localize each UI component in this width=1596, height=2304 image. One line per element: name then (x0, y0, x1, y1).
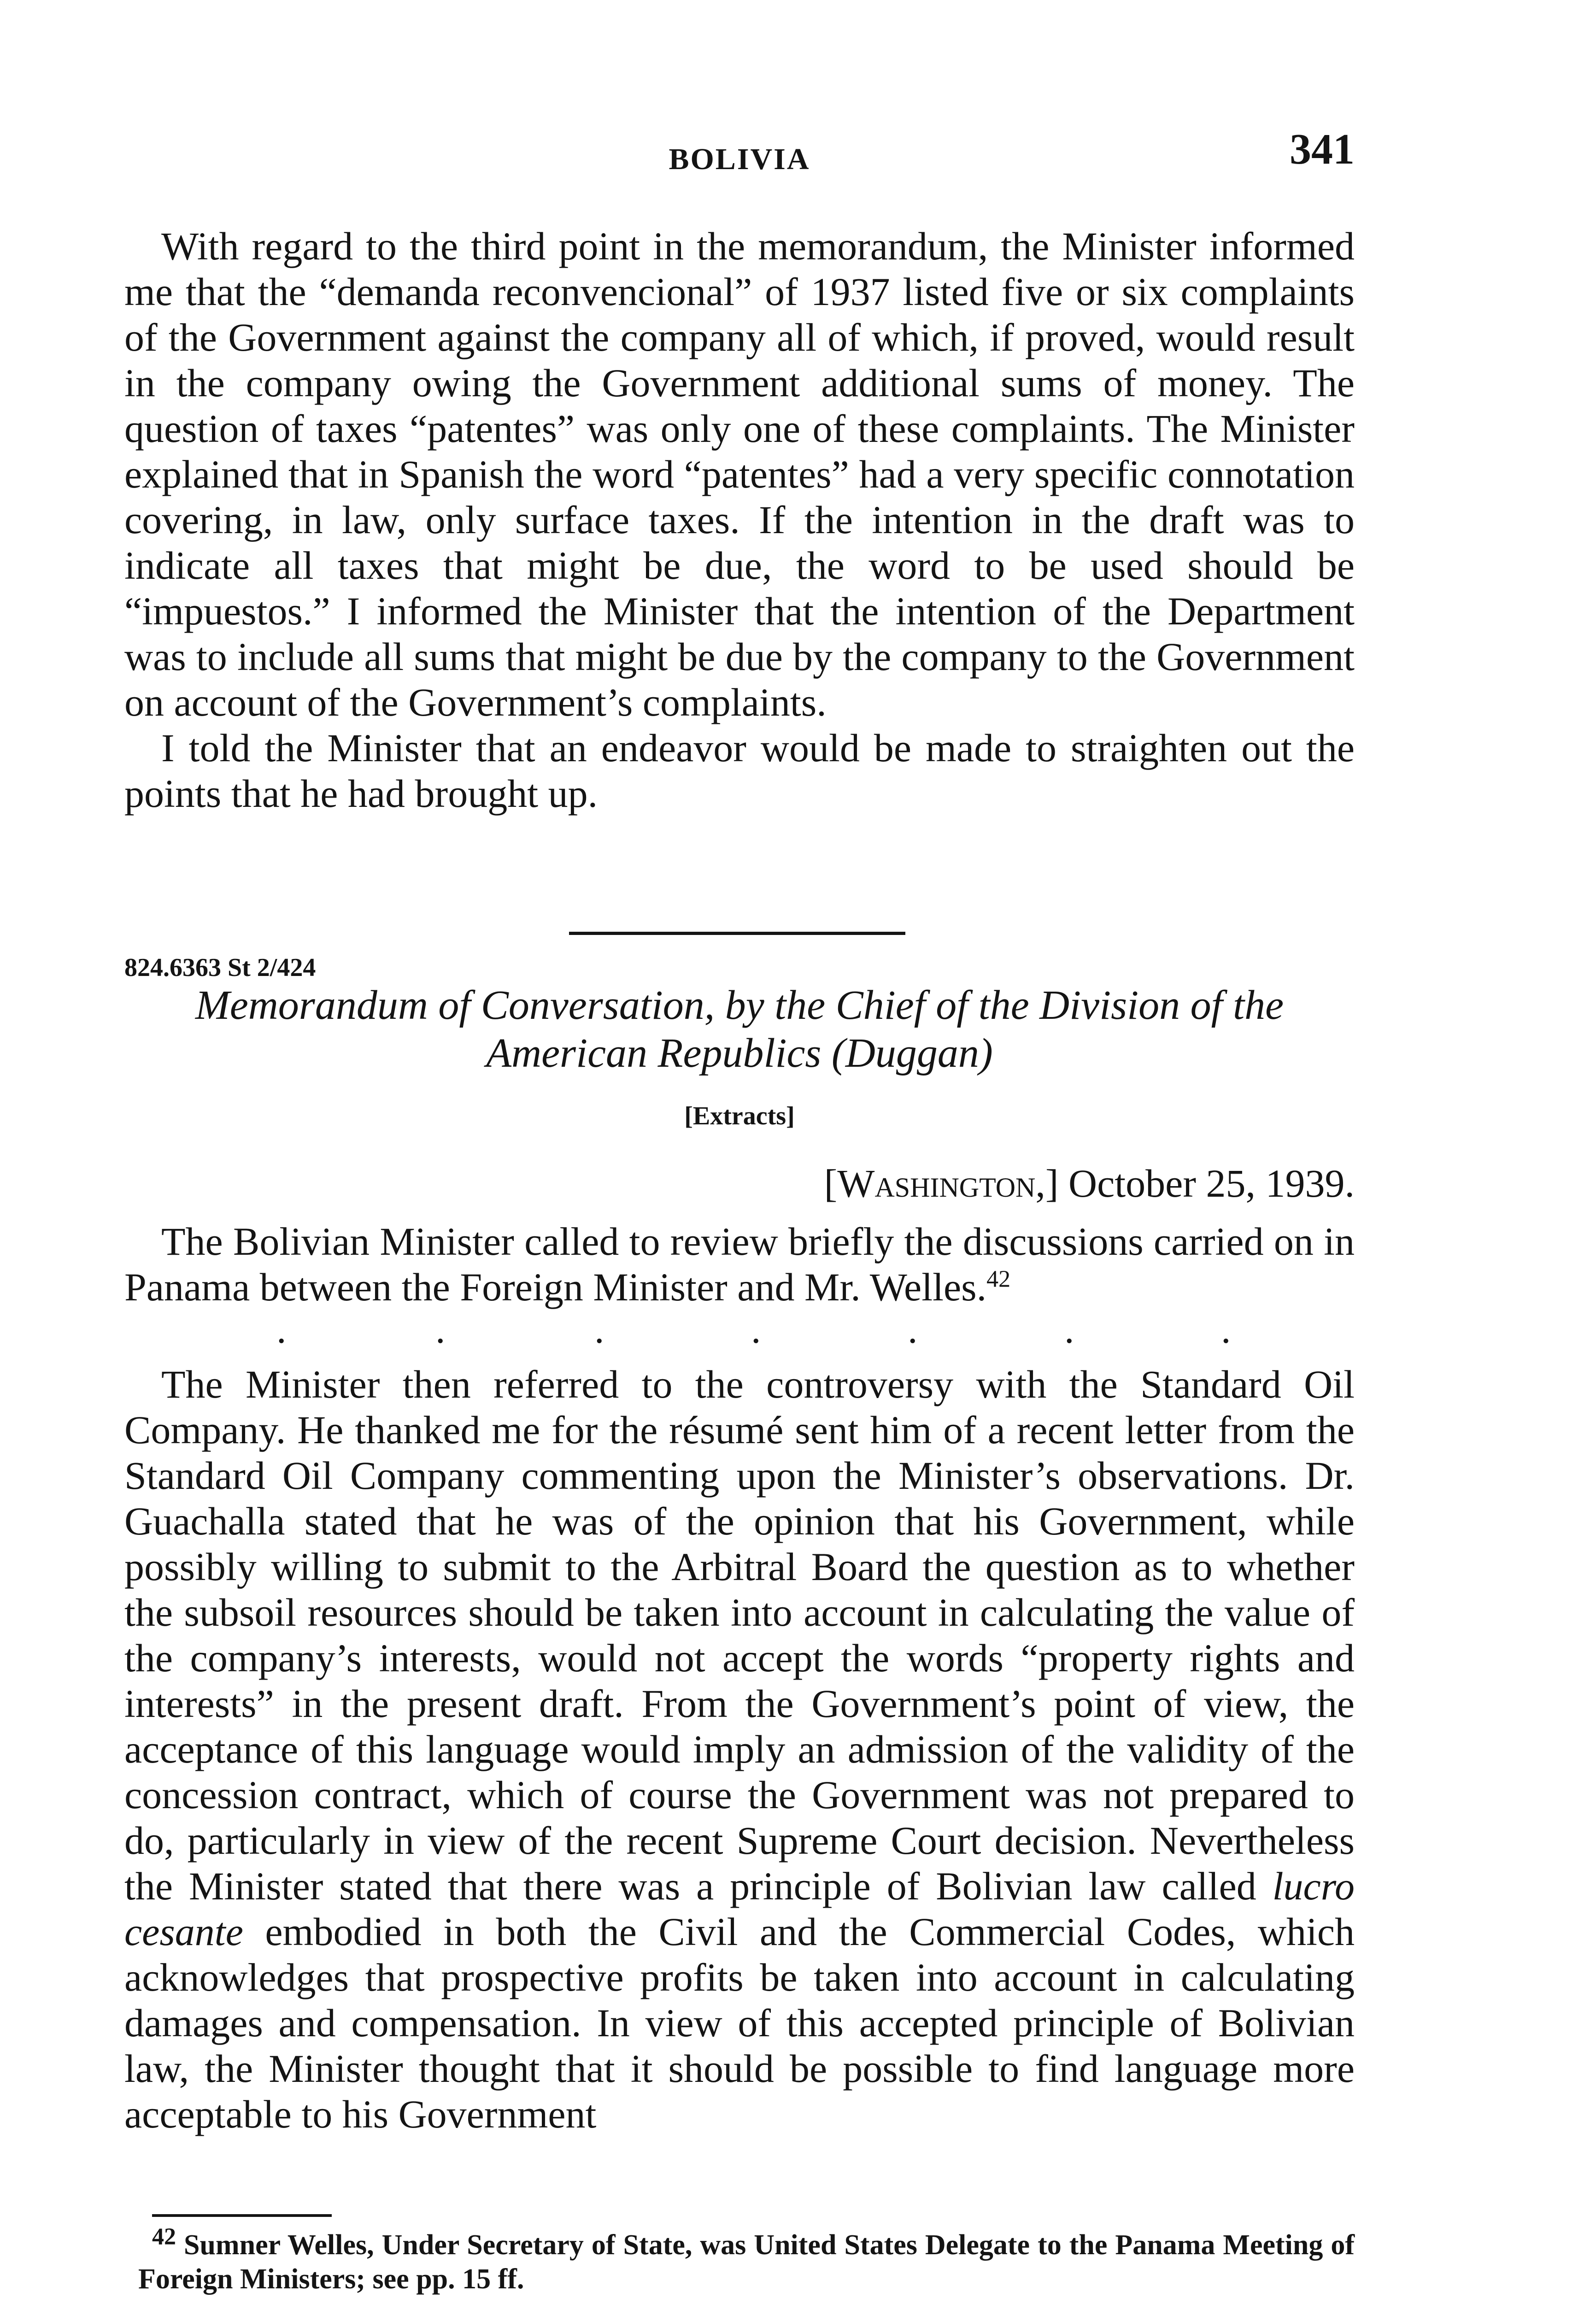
ellipsis-dot: . (594, 1307, 604, 1352)
title-line-1: Memorandum of Conversation, by the Chief of the Division of the (195, 982, 1284, 1028)
ellipsis-dot: . (908, 1307, 918, 1352)
paragraph-bolivian-minister-text: The Bolivian Minister called to review briefly the discussions carried on in Panama between the Foreign Minister and Mr. Welles. (124, 1219, 1355, 1309)
ellipsis-dot: . (276, 1307, 287, 1352)
extracts-label: [Extracts] (684, 1102, 795, 1130)
page-number: 341 (1290, 125, 1355, 173)
memorandum-body (124, 1362, 1355, 2137)
file-number: 824.6363 St 2/424 (124, 953, 316, 982)
dateline (824, 1160, 1355, 1206)
section-continued-text (124, 223, 1355, 817)
dateline-place: [Washington,] (824, 1161, 1059, 1205)
omission-ellipsis (276, 1307, 1355, 1352)
memorandum-title (124, 982, 1355, 1077)
paragraph-standard-oil (124, 1362, 1355, 2137)
dateline-date: October 25, 1939. (1068, 1161, 1355, 1205)
paragraph-bolivian-minister (124, 1219, 1355, 1310)
ellipsis-dot: . (1064, 1307, 1074, 1352)
footnote-reference: 42 (986, 1266, 1011, 1293)
ellipsis-dot: . (751, 1307, 761, 1352)
footnote-marker: 42 (152, 2223, 176, 2250)
page-header (124, 124, 1355, 189)
lucro-cesante-term: lucro cesante (124, 1864, 1355, 1954)
footnote-divider (152, 2214, 332, 2217)
running-head: BOLIVIA (669, 142, 810, 176)
paragraph-standard-oil-text: The Minister then referred to the controversy with the Standard Oil Company. He thanked me for the résumé sent him of a recent letter from the Standard Oil Company commenting upon the Minister’s observations. Dr. Guachalla stated that he was of the opinion that his Government, while possibly willing to submit to the Arbitral Board the question as to whether the subsoil resources should be taken into account in calculating the value of the company’s interests, would not accept the words “property rights and interests” in the present draft. From the Government’s point of view, the acceptance of this language would imply an admission of the validity of the concession contract, which of course the Government was not prepared to do, particularly in view of the recent Supreme Court decision. Nevertheless the Minister stated that there was a principle of Bolivian law called (124, 1362, 1355, 1908)
ellipsis-dot: . (1221, 1307, 1231, 1352)
footnote (138, 2223, 1355, 2296)
footnote-text: Sumner Welles, Under Secretary of State, was United States Delegate to the Panama Meeting of Foreign Ministers; see pp. 15 ff. (138, 2229, 1355, 2295)
paragraph-standard-oil-continued: embodied in both the Civil and the Commercial Codes, which acknowledges that prospective profits be taken into account in calculating damages and compensation. In view of this accepted principle of Bolivian law, the Minister thought that it should be possible to find language more acceptable to his Government (124, 1910, 1355, 2136)
ellipsis-dot: . (435, 1307, 446, 1352)
section-divider (569, 932, 905, 935)
memorandum-opening (124, 1219, 1355, 1310)
paragraph-endeavor: I told the Minister that an endeavor would be made to straighten out the points that he had brought up. (124, 726, 1355, 816)
title-line-2: American Republics (Duggan) (486, 1030, 993, 1076)
paragraph-third-point: With regard to the third point in the memorandum, the Minister informed me that the “demanda reconvencional” of 1937 listed five or six complaints of the Government against the company all of which, if proved, would result in the company owing the Government additional sums of money. The question of taxes “patentes” was only one of these complaints. The Minister explained that in Spanish the word “patentes” had a very specific connotation covering, in law, only surface taxes. If the intention in the draft was to indicate all taxes that might be due, the word to be used should be “impuestos.” I informed the Minister that the intention of the Department was to include all sums that might be due by the company to the Government on account of the Government’s complaints. (124, 224, 1355, 724)
